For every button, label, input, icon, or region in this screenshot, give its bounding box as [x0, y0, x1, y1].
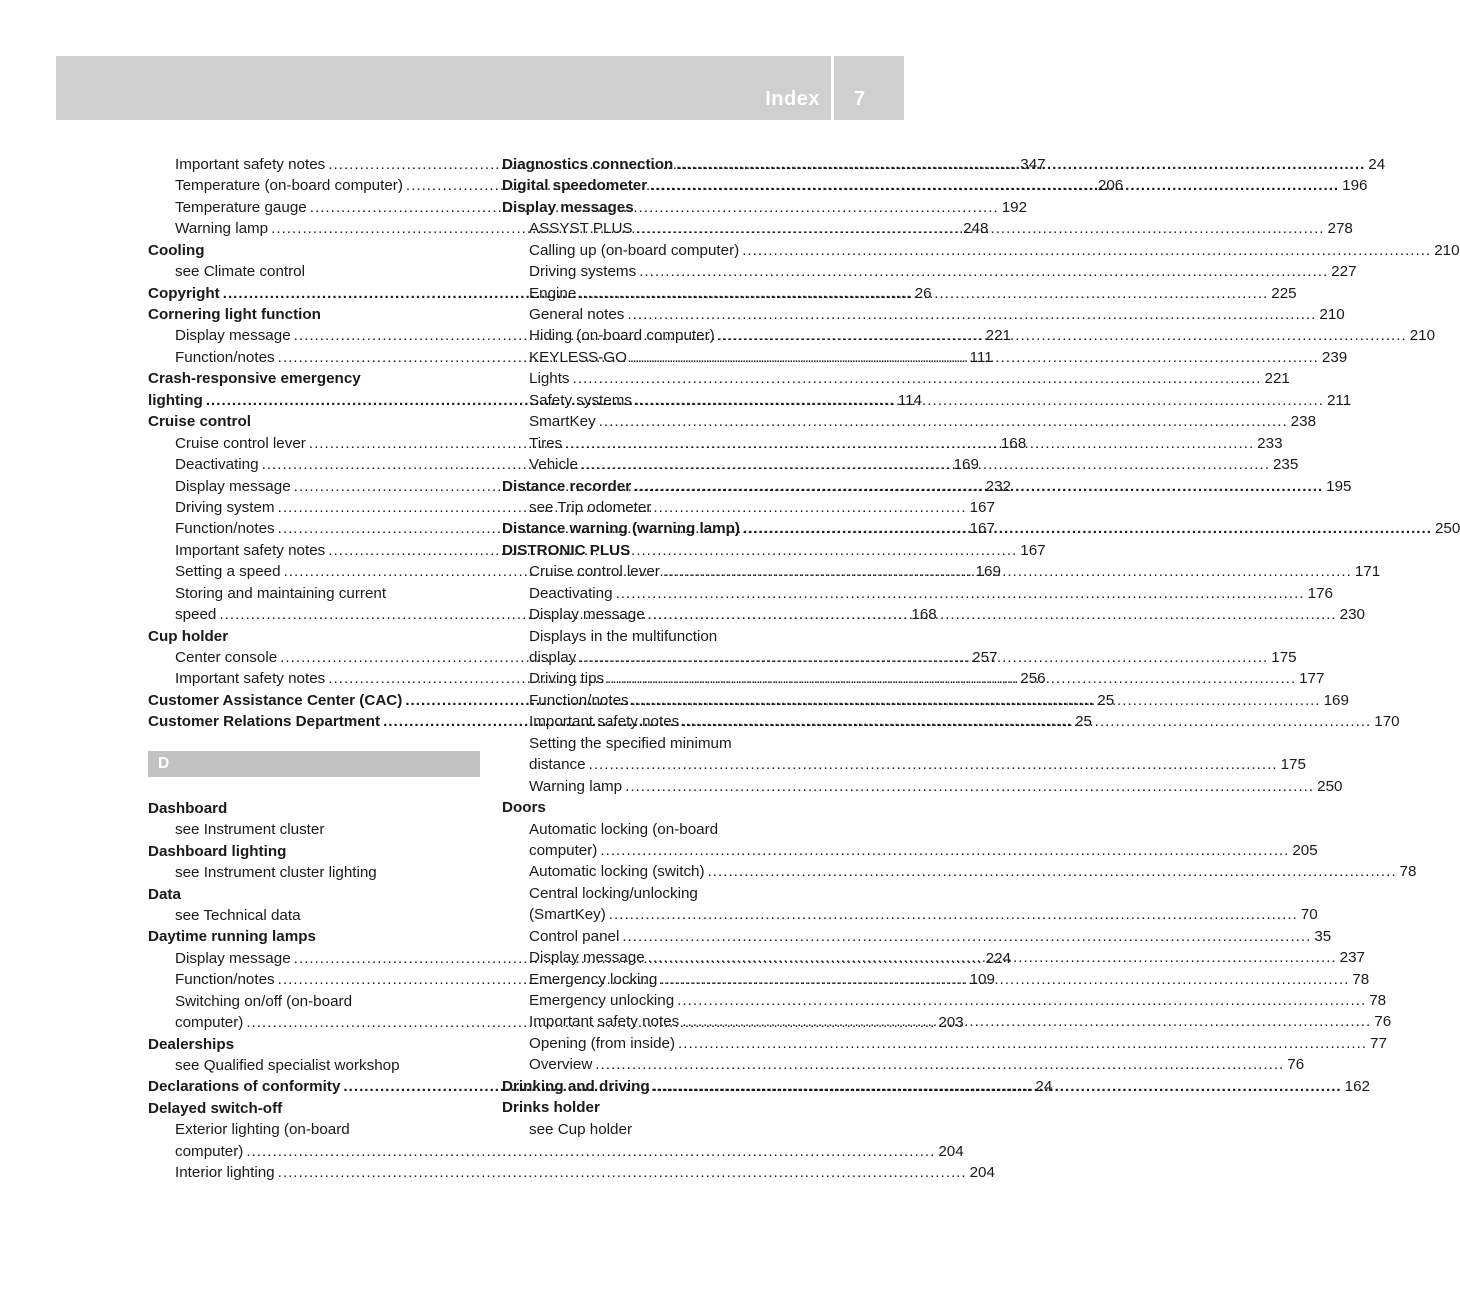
entry-label: Function/notes [175, 348, 275, 366]
index-subentry [502, 754, 1306, 775]
entry-label: Storing and maintaining current [175, 584, 387, 602]
entry-label: Driving tips [529, 670, 605, 688]
page-ref: 210 [1409, 327, 1436, 345]
page-ref: 170 [1374, 713, 1400, 731]
entry-label: Driving systems [529, 263, 637, 281]
entry-label: Important safety notes [175, 541, 326, 559]
entry-label: Doors [502, 799, 546, 817]
dot-leader [718, 325, 1407, 346]
dot-leader [653, 1076, 1342, 1097]
dot-leader [622, 926, 1311, 947]
entry-label: display [529, 649, 577, 667]
page-ref: 168 [1000, 434, 1027, 452]
page-ref: 248 [963, 220, 989, 238]
entry-label: see Qualified specialist workshop [175, 1057, 400, 1075]
dot-leader [632, 690, 1321, 711]
dot-leader [639, 261, 1328, 282]
entry-label: Setting a speed [175, 563, 281, 581]
page-ref: 169 [1323, 691, 1349, 709]
index-entry [148, 1098, 480, 1119]
page-ref: 225 [1271, 284, 1297, 302]
entry-label: Important safety notes [175, 670, 326, 688]
index-subentry [502, 904, 1318, 925]
page-ref: 237 [1339, 949, 1365, 967]
entry-label: Emergency unlocking [529, 992, 675, 1010]
index-entry [148, 841, 480, 862]
page-ref: 114 [897, 391, 923, 409]
page-ref: 171 [1354, 563, 1381, 581]
index-subentry [148, 948, 1011, 969]
page-ref: 167 [969, 498, 995, 516]
entry-label: Vehicle [529, 456, 578, 474]
dot-leader [581, 454, 1270, 475]
entry-label: Exterior lighting (on-board [175, 1121, 350, 1139]
entry-label: distance [529, 756, 586, 774]
index-subentry [148, 261, 480, 282]
page-ref: 25 [1075, 713, 1092, 731]
entry-label: Emergency locking [529, 970, 658, 988]
dot-leader [635, 390, 1324, 411]
index-entry [502, 197, 834, 218]
entry-label: Tires [529, 434, 563, 452]
page-header [56, 56, 904, 120]
page-ref: 233 [1257, 434, 1283, 452]
entry-label: Interior lighting [175, 1164, 275, 1182]
index-subentry [148, 1162, 995, 1183]
index-entry [148, 626, 480, 647]
index-entry [148, 1034, 480, 1055]
dot-leader [678, 1033, 1367, 1054]
index-entry [148, 304, 480, 325]
entry-label: Deactivating [529, 584, 613, 602]
page-ref: 175 [1271, 649, 1297, 667]
entry-label: Displays in the multifunction [529, 627, 718, 645]
index-entry [148, 368, 480, 389]
page-ref: 211 [1326, 391, 1352, 409]
entry-label: Opening (from inside) [529, 1034, 676, 1052]
page-ref: 169 [975, 563, 1001, 581]
entry-label: Cruise control lever [529, 563, 660, 581]
page-ref: 195 [1326, 477, 1352, 495]
index-subentry [148, 991, 480, 1012]
entry-label: General notes [529, 306, 625, 324]
entry-label: Display message [529, 949, 645, 967]
page-ref: 76 [1374, 1013, 1392, 1031]
page-ref: 109 [969, 971, 995, 989]
page-ref: 192 [1001, 198, 1028, 216]
index-entry [502, 540, 834, 561]
entry-label: Declarations of conformity [148, 1078, 341, 1096]
index-entry [502, 797, 834, 818]
entry-label: see Trip odometer [529, 498, 652, 516]
index-subentry [502, 861, 1417, 882]
entry-label: Dealerships [148, 1035, 235, 1053]
entry-label: Function/notes [529, 691, 629, 709]
entry-label: Digital speedometer [502, 177, 648, 195]
entry-label: Customer Relations Department [148, 713, 381, 731]
dot-leader [682, 711, 1371, 732]
dot-leader [634, 476, 1323, 497]
entry-label: (SmartKey) [529, 906, 606, 924]
dot-leader [609, 904, 1298, 925]
page-ref: 204 [938, 1142, 964, 1160]
index-entry [148, 798, 480, 819]
page-ref: 278 [1327, 220, 1353, 238]
dot-leader [616, 583, 1305, 604]
entry-label: Safety systems [529, 391, 632, 409]
entry-label: Function/notes [175, 971, 275, 989]
page-ref: 230 [1339, 606, 1365, 624]
index-subentry [148, 819, 480, 840]
entry-label: see Climate control [175, 263, 305, 281]
page-ref: 78 [1369, 992, 1387, 1010]
dot-leader [743, 518, 1432, 539]
dot-leader [636, 218, 1325, 239]
dot-leader [600, 840, 1289, 861]
entry-label: Engine [529, 284, 577, 302]
entry-label: Crash-responsive emergency [148, 370, 361, 388]
page-ref: 167 [1020, 541, 1046, 559]
entry-label: Cornering light function [148, 306, 321, 324]
page-ref: 347 [1020, 155, 1046, 173]
index-subentry [502, 883, 834, 904]
entry-label: Center console [175, 649, 278, 667]
index-subentry [148, 583, 480, 604]
index-subentry [502, 926, 1332, 947]
section-letter: D [158, 754, 170, 772]
entry-label: see Instrument cluster lighting [175, 864, 377, 882]
dot-leader [579, 283, 1268, 304]
page-ref: 221 [1264, 370, 1290, 388]
index-entry [148, 926, 480, 947]
page-ref: 256 [1020, 670, 1046, 688]
dot-leader [246, 1141, 935, 1162]
entry-label: Cooling [148, 241, 205, 259]
page-ref: 24 [1035, 1078, 1053, 1096]
entry-label: Calling up (on-board computer) [529, 241, 740, 259]
entry-label: Display messages [502, 198, 634, 216]
entry-label: Function/notes [175, 520, 275, 538]
index-entry [148, 240, 480, 261]
entry-label: Control panel [529, 927, 620, 945]
entry-label: Diagnostics connection [502, 155, 674, 173]
entry-label: Display message [175, 477, 291, 495]
page-ref: 168 [911, 606, 937, 624]
page-ref: 169 [953, 456, 979, 474]
page-ref: 35 [1314, 927, 1332, 945]
entry-label: Setting the specified minimum [529, 734, 732, 752]
page-ref: 235 [1272, 456, 1299, 474]
index-subentry [502, 990, 1387, 1011]
dot-leader [708, 861, 1397, 882]
entry-label: Distance recorder [502, 477, 632, 495]
dot-leader [676, 154, 1365, 175]
dot-leader [589, 754, 1278, 775]
dot-leader [599, 411, 1288, 432]
dot-leader [627, 304, 1316, 325]
dot-leader [573, 368, 1262, 389]
page-ref: 196 [1342, 177, 1368, 195]
index-subentry [502, 304, 1345, 325]
entry-label: Daytime running lamps [148, 928, 316, 946]
page-ref: 239 [1321, 348, 1348, 366]
entry-label: DISTRONIC PLUS [502, 541, 631, 559]
entry-label: Automatic locking (switch) [529, 863, 705, 881]
header-title: Index [765, 88, 820, 110]
entry-label: lighting [148, 391, 203, 409]
entry-label: see Cup holder [529, 1120, 633, 1138]
entry-label: Central locking/unlocking [529, 884, 698, 902]
dot-leader [630, 347, 1319, 368]
page-ref: 175 [1280, 756, 1306, 774]
entry-label: Switching on/off (on-board [175, 992, 353, 1010]
entry-label: Dashboard lighting [148, 842, 287, 860]
entry-label: Drinks holder [502, 1099, 600, 1117]
entry-label: Data [148, 885, 181, 903]
entry-label: KEYLESS-GO [529, 348, 627, 366]
index-subentry [502, 368, 1290, 389]
index-subentry [502, 240, 1460, 261]
page-ref: 206 [1097, 177, 1124, 195]
entry-label: Copyright [148, 284, 220, 302]
index-entry [502, 1097, 834, 1118]
page-ref: 250 [1317, 777, 1343, 795]
page-ref: 257 [972, 649, 998, 667]
entry-label: Dashboard [148, 799, 228, 817]
dot-leader [625, 776, 1314, 797]
index-subentry [502, 733, 834, 754]
page-ref: 232 [985, 477, 1011, 495]
page-ref: 26 [914, 284, 932, 302]
page-ref: 78 [1352, 970, 1370, 988]
entry-label: Customer Assistance Center (CAC) [148, 691, 403, 709]
page-ref: 162 [1344, 1077, 1370, 1095]
dot-leader [607, 668, 1296, 689]
section-letter-bar [148, 751, 480, 777]
entry-label: Distance warning (warning lamp) [502, 520, 740, 538]
index-subentry [148, 1119, 480, 1140]
entry-label: Display message [529, 606, 645, 624]
index-subentry [502, 1054, 1305, 1075]
page-ref: 203 [938, 1014, 964, 1032]
index-subentry [502, 583, 1333, 604]
index-entry [148, 411, 480, 432]
dot-leader [660, 969, 1349, 990]
dot-leader [595, 1054, 1284, 1075]
entry-label: Drinking and driving [502, 1077, 650, 1095]
entry-label: Temperature (on-board computer) [175, 177, 403, 195]
index-subentry [148, 862, 480, 883]
page-ref: 78 [1399, 863, 1417, 881]
page-ref: 238 [1290, 413, 1317, 431]
entry-label: Important safety notes [175, 155, 326, 173]
index-subentry [502, 840, 1318, 861]
dot-leader [682, 1011, 1371, 1032]
entry-label: SmartKey [529, 413, 596, 431]
entry-label: Deactivating [175, 456, 259, 474]
entry-label: Warning lamp [529, 777, 623, 795]
entry-label: Cruise control lever [175, 434, 306, 452]
page-ref: 210 [1434, 241, 1460, 259]
dot-leader [648, 604, 1337, 625]
index-entry [148, 884, 480, 905]
index-subentry [502, 1033, 1387, 1054]
index-subentry [502, 497, 834, 518]
entry-label: Overview [529, 1056, 593, 1074]
entry-label: see Technical data [175, 906, 301, 924]
dot-leader [663, 561, 1352, 582]
page-ref: 77 [1370, 1034, 1387, 1052]
entry-label: Lights [529, 370, 570, 388]
page-ref: 176 [1307, 584, 1333, 602]
page-ref: 177 [1299, 670, 1325, 688]
page-ref: 210 [1319, 306, 1345, 324]
dot-leader [742, 240, 1431, 261]
page-ref: 204 [969, 1164, 995, 1182]
page-ref: 24 [1368, 155, 1386, 173]
dot-leader [677, 990, 1366, 1011]
entry-label: Temperature gauge [175, 198, 307, 216]
page-ref: 76 [1287, 1056, 1305, 1074]
page-ref: 111 [969, 348, 993, 366]
entry-label: Important safety notes [529, 713, 680, 731]
entry-label: see Instrument cluster [175, 821, 325, 839]
page-ref: 250 [1434, 520, 1460, 538]
index-subentry [502, 1119, 834, 1140]
entry-label: speed [175, 606, 217, 624]
dot-leader [650, 175, 1339, 196]
entry-label: Cruise control [148, 413, 251, 431]
entry-label: Automatic locking (on-board [529, 820, 719, 838]
entry-label: Important safety notes [529, 1013, 680, 1031]
entry-label: Hiding (on-board computer) [529, 327, 715, 345]
index-subentry [502, 776, 1343, 797]
entry-label: computer) [175, 1142, 244, 1160]
dot-leader [648, 947, 1337, 968]
page-ref: 70 [1300, 906, 1318, 924]
index-subentry [502, 261, 1357, 282]
header-divider [831, 56, 834, 120]
index-subentry [502, 819, 834, 840]
entry-label: Display message [175, 327, 291, 345]
page-ref: 167 [969, 520, 995, 538]
dot-leader [278, 1162, 967, 1183]
entry-label: ASSYST PLUS [529, 220, 633, 238]
page-ref: 205 [1292, 841, 1318, 859]
entry-label: Driving system [175, 498, 275, 516]
entry-label: Cup holder [148, 627, 229, 645]
entry-label: computer) [529, 841, 598, 859]
index-subentry [502, 411, 1317, 432]
entry-label: Delayed switch-off [148, 1099, 283, 1117]
page-ref: 221 [985, 327, 1011, 345]
index-subentry [502, 626, 834, 647]
entry-label: Warning lamp [175, 220, 269, 238]
page-ref: 224 [985, 949, 1011, 967]
dot-leader [565, 433, 1254, 454]
index-subentry [148, 1055, 480, 1076]
dot-leader [579, 647, 1268, 668]
entry-label: Display message [175, 949, 291, 967]
entry-label: computer) [175, 1014, 244, 1032]
page-ref: 25 [1097, 691, 1115, 709]
index-subentry [148, 1141, 964, 1162]
index-subentry [148, 905, 480, 926]
page-ref: 227 [1331, 263, 1357, 281]
page-number: 7 [854, 88, 866, 110]
